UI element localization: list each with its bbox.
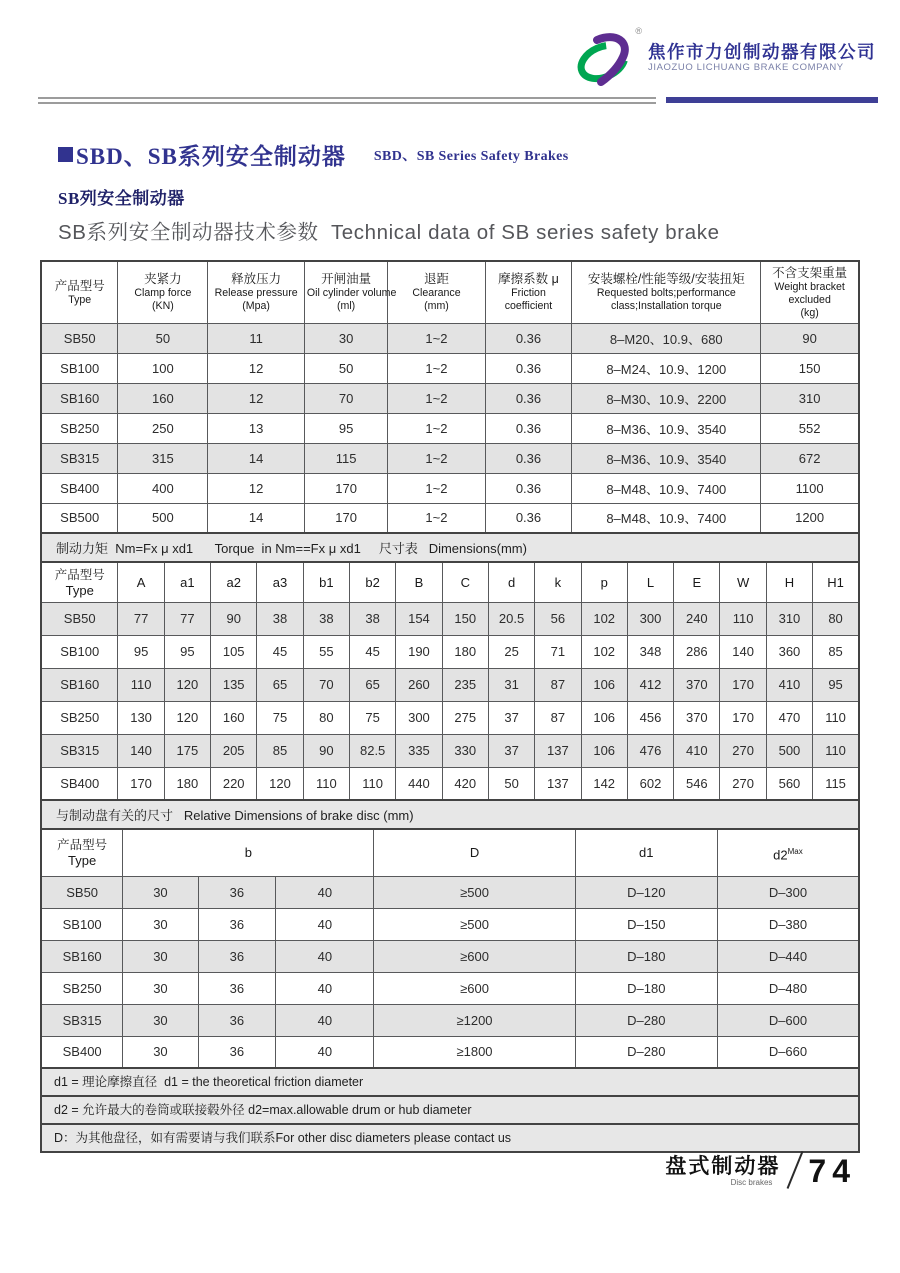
value-cell: 135 [211, 668, 257, 701]
table-row [41, 668, 859, 701]
row-type-cell: SB400 [41, 1036, 123, 1068]
value-cell: 0.36 [485, 413, 572, 443]
row-type-cell: SB500 [41, 503, 118, 533]
value-cell: 105 [211, 635, 257, 668]
value-cell: ≥600 [374, 940, 575, 972]
row-type-cell: SB50 [41, 323, 118, 353]
value-cell: 1~2 [388, 473, 485, 503]
value-cell: 90 [211, 602, 257, 635]
value-cell: 120 [164, 668, 210, 701]
value-cell: 120 [164, 701, 210, 734]
value-cell: 30 [123, 1036, 198, 1068]
value-cell: 270 [720, 734, 766, 767]
technical-parameters-table [40, 260, 860, 534]
note-d1: d1 = 理论摩擦直径 d1 = the theoretical friction diameter [40, 1067, 860, 1097]
value-cell: 180 [164, 767, 210, 800]
value-cell: 75 [257, 701, 303, 734]
value-cell: 45 [257, 635, 303, 668]
value-cell: 602 [627, 767, 673, 800]
value-cell: 170 [118, 767, 164, 800]
value-cell: 100 [118, 353, 208, 383]
value-cell: 110 [349, 767, 395, 800]
square-bullet-icon [58, 147, 73, 162]
row-type-cell: SB250 [41, 413, 118, 443]
column-header: 产品型号 Type [41, 261, 118, 323]
table-row [41, 767, 859, 800]
value-cell: 0.36 [485, 473, 572, 503]
row-type-cell: SB400 [41, 767, 118, 800]
value-cell: 102 [581, 635, 627, 668]
value-cell: 65 [349, 668, 395, 701]
value-cell: D–380 [717, 908, 859, 940]
page-number: 74 [808, 1153, 856, 1189]
table-row [41, 635, 859, 668]
column-header: H1 [813, 562, 859, 602]
value-cell: 110 [813, 701, 859, 734]
value-cell: 360 [766, 635, 812, 668]
section-title-cn: SBD、SB系列安全制动器 [76, 144, 346, 169]
value-cell: 36 [198, 940, 276, 972]
value-cell: 150 [442, 602, 488, 635]
value-cell: 260 [396, 668, 442, 701]
value-cell: 315 [118, 443, 208, 473]
value-cell: 240 [674, 602, 720, 635]
brake-disc-dimensions-band: 与制动盘有关的尺寸 Relative Dimensions of brake disc (mm) [40, 799, 860, 830]
row-type-cell: SB100 [41, 635, 118, 668]
row-type-cell: SB100 [41, 353, 118, 383]
value-cell: 45 [349, 635, 395, 668]
value-cell: 110 [720, 602, 766, 635]
value-cell: 95 [813, 668, 859, 701]
row-type-cell: SB50 [41, 876, 123, 908]
value-cell: 286 [674, 635, 720, 668]
series-subtitle: SB列安全制动器 [58, 189, 185, 208]
column-header: E [674, 562, 720, 602]
value-cell: 50 [118, 323, 208, 353]
value-cell: 80 [813, 602, 859, 635]
value-cell: 170 [720, 701, 766, 734]
value-cell: 31 [488, 668, 534, 701]
value-cell: 400 [118, 473, 208, 503]
value-cell: 142 [581, 767, 627, 800]
value-cell: 40 [276, 908, 374, 940]
value-cell: 8–M36、10.9、3540 [572, 413, 761, 443]
value-cell: 137 [535, 767, 581, 800]
value-cell: 70 [304, 383, 387, 413]
value-cell: 190 [396, 635, 442, 668]
table-row [41, 323, 859, 353]
value-cell: 30 [123, 876, 198, 908]
value-cell: 170 [304, 473, 387, 503]
value-cell: 50 [488, 767, 534, 800]
value-cell: 137 [535, 734, 581, 767]
value-cell: 300 [396, 701, 442, 734]
value-cell: D–480 [717, 972, 859, 1004]
column-header: W [720, 562, 766, 602]
value-cell: 560 [766, 767, 812, 800]
value-cell: 420 [442, 767, 488, 800]
registered-trademark-icon: ® [635, 26, 642, 36]
value-cell: 50 [304, 353, 387, 383]
table-row [41, 972, 859, 1004]
value-cell: 1~2 [388, 503, 485, 533]
column-header: a3 [257, 562, 303, 602]
value-cell: 12 [208, 473, 305, 503]
value-cell: 310 [761, 383, 859, 413]
value-cell: D–280 [575, 1036, 717, 1068]
value-cell: 270 [720, 767, 766, 800]
tech-data-heading-cn: SB系列安全制动器技术参数 [58, 221, 319, 244]
footer-label-en: Disc brakes [730, 1178, 773, 1187]
value-cell: 8–M48、10.9、7400 [572, 473, 761, 503]
value-cell: 412 [627, 668, 673, 701]
value-cell: 38 [303, 602, 349, 635]
value-cell: 456 [627, 701, 673, 734]
company-logo-icon [576, 26, 642, 86]
value-cell: 8–M30、10.9、2200 [572, 383, 761, 413]
column-header: H [766, 562, 812, 602]
value-cell: 440 [396, 767, 442, 800]
value-cell: 160 [211, 701, 257, 734]
value-cell: 1~2 [388, 323, 485, 353]
table-row [41, 353, 859, 383]
column-header: d1 [575, 829, 717, 876]
page-header [0, 0, 900, 94]
value-cell: ≥500 [374, 908, 575, 940]
value-cell: 56 [535, 602, 581, 635]
value-cell: 476 [627, 734, 673, 767]
value-cell: 38 [349, 602, 395, 635]
value-cell: 75 [349, 701, 395, 734]
value-cell: 30 [123, 972, 198, 1004]
value-cell: D–280 [575, 1004, 717, 1036]
value-cell: 106 [581, 734, 627, 767]
row-type-cell: SB50 [41, 602, 118, 635]
value-cell: 0.36 [485, 353, 572, 383]
page-footer [665, 1150, 856, 1192]
value-cell: D–180 [575, 972, 717, 1004]
value-cell: D–120 [575, 876, 717, 908]
column-header: $d2^{Max}$ [717, 829, 859, 876]
value-cell: 0.36 [485, 443, 572, 473]
value-cell: 130 [118, 701, 164, 734]
value-cell: D–660 [717, 1036, 859, 1068]
value-cell: 65 [257, 668, 303, 701]
column-header: A [118, 562, 164, 602]
value-cell: 170 [304, 503, 387, 533]
value-cell: ≥500 [374, 876, 575, 908]
value-cell: 87 [535, 668, 581, 701]
column-header: b2 [349, 562, 395, 602]
value-cell: 87 [535, 701, 581, 734]
tech-data-heading [58, 215, 900, 245]
value-cell: 14 [208, 503, 305, 533]
value-cell: 205 [211, 734, 257, 767]
column-header: 产品型号 Type [41, 562, 118, 602]
row-type-cell: SB160 [41, 668, 118, 701]
value-cell: 110 [813, 734, 859, 767]
column-header: 退距 Clearance (mm) [388, 261, 485, 323]
header-divider [38, 96, 878, 104]
value-cell: 110 [303, 767, 349, 800]
value-cell: 140 [720, 635, 766, 668]
column-header: b [123, 829, 374, 876]
table-row [41, 443, 859, 473]
value-cell: 150 [761, 353, 859, 383]
value-cell: 0.36 [485, 503, 572, 533]
column-header: 产品型号 Type [41, 829, 123, 876]
row-type-cell: SB315 [41, 1004, 123, 1036]
column-header: 不含支架重量 Weight bracket excluded (kg) [761, 261, 859, 323]
value-cell: 180 [442, 635, 488, 668]
value-cell: 90 [303, 734, 349, 767]
value-cell: 0.36 [485, 323, 572, 353]
column-header: 夹紧力 Clamp force (KN) [118, 261, 208, 323]
value-cell: 30 [304, 323, 387, 353]
value-cell: 71 [535, 635, 581, 668]
table-row [41, 734, 859, 767]
row-type-cell: SB400 [41, 473, 118, 503]
value-cell: 8–M24、10.9、1200 [572, 353, 761, 383]
value-cell: 25 [488, 635, 534, 668]
value-cell: 85 [813, 635, 859, 668]
table-row [41, 701, 859, 734]
value-cell: 36 [198, 908, 276, 940]
dimensions-table [40, 561, 860, 801]
company-name-block [648, 42, 876, 73]
value-cell: 115 [813, 767, 859, 800]
brake-disc-table [40, 828, 860, 1069]
value-cell: 1~2 [388, 383, 485, 413]
value-cell: 36 [198, 1036, 276, 1068]
column-header: 释放压力 Release pressure (Mpa) [208, 261, 305, 323]
value-cell: 30 [123, 908, 198, 940]
footer-label-cn: 盘式制动器 [665, 1155, 781, 1178]
value-cell: 330 [442, 734, 488, 767]
column-header: p [581, 562, 627, 602]
table-row [41, 473, 859, 503]
table-row [41, 940, 859, 972]
value-cell: 8–M36、10.9、3540 [572, 443, 761, 473]
value-cell: 275 [442, 701, 488, 734]
value-cell: 8–M48、10.9、7400 [572, 503, 761, 533]
value-cell: 672 [761, 443, 859, 473]
column-header: 开闸油量 Oil cylinder volume (ml) [304, 261, 387, 323]
value-cell: 13 [208, 413, 305, 443]
value-cell: 370 [674, 668, 720, 701]
row-type-cell: SB315 [41, 443, 118, 473]
column-header: a2 [211, 562, 257, 602]
row-type-cell: SB250 [41, 701, 118, 734]
row-type-cell: SB315 [41, 734, 118, 767]
value-cell: 102 [581, 602, 627, 635]
value-cell: 20.5 [488, 602, 534, 635]
value-cell: 12 [208, 383, 305, 413]
table-row [41, 908, 859, 940]
value-cell: 470 [766, 701, 812, 734]
company-name-en: JIAOZUO LICHUANG BRAKE COMPANY [648, 61, 844, 73]
column-header: k [535, 562, 581, 602]
divider-navy-segment [666, 97, 878, 103]
value-cell: 335 [396, 734, 442, 767]
value-cell: 1~2 [388, 443, 485, 473]
value-cell: 500 [766, 734, 812, 767]
value-cell: 30 [123, 1004, 198, 1036]
value-cell: 220 [211, 767, 257, 800]
value-cell: 120 [257, 767, 303, 800]
value-cell: 110 [118, 668, 164, 701]
value-cell: ≥1200 [374, 1004, 575, 1036]
row-type-cell: SB100 [41, 908, 123, 940]
value-cell: 11 [208, 323, 305, 353]
column-header: d [488, 562, 534, 602]
value-cell: 500 [118, 503, 208, 533]
value-cell: 0.36 [485, 383, 572, 413]
value-cell: 1~2 [388, 353, 485, 383]
value-cell: 37 [488, 734, 534, 767]
value-cell: D–150 [575, 908, 717, 940]
row-type-cell: SB160 [41, 383, 118, 413]
value-cell: D–440 [717, 940, 859, 972]
value-cell: 410 [766, 668, 812, 701]
value-cell: 85 [257, 734, 303, 767]
section-title [58, 138, 900, 171]
value-cell: 90 [761, 323, 859, 353]
value-cell: 106 [581, 668, 627, 701]
value-cell: 106 [581, 701, 627, 734]
divider-gray-segment [38, 97, 656, 104]
table-row [41, 1004, 859, 1036]
table-row [41, 1036, 859, 1068]
value-cell: 37 [488, 701, 534, 734]
value-cell: 95 [164, 635, 210, 668]
value-cell: 310 [766, 602, 812, 635]
column-header: a1 [164, 562, 210, 602]
value-cell: 36 [198, 1004, 276, 1036]
note-d2: d2 = 允许最大的卷筒或联接毂外径 d2=max.allowable drum or hub diameter [40, 1095, 860, 1125]
value-cell: 80 [303, 701, 349, 734]
footer-label [665, 1156, 780, 1187]
value-cell: 154 [396, 602, 442, 635]
value-cell: 38 [257, 602, 303, 635]
value-cell: 40 [276, 1036, 374, 1068]
value-cell: 370 [674, 701, 720, 734]
value-cell: 410 [674, 734, 720, 767]
row-type-cell: SB250 [41, 972, 123, 1004]
value-cell: 300 [627, 602, 673, 635]
value-cell: 160 [118, 383, 208, 413]
table-row [41, 503, 859, 533]
note-d: D：为其他盘径，如有需要请与我们联系For other disc diameters please contact us [40, 1123, 860, 1153]
column-header: D [374, 829, 575, 876]
value-cell: 40 [276, 1004, 374, 1036]
value-cell: 30 [123, 940, 198, 972]
value-cell: ≥1800 [374, 1036, 575, 1068]
value-cell: 36 [198, 972, 276, 1004]
value-cell: 12 [208, 353, 305, 383]
value-cell: 175 [164, 734, 210, 767]
value-cell: 14 [208, 443, 305, 473]
table-row [41, 602, 859, 635]
section-title-en: SBD、SB Series Safety Brakes [373, 148, 569, 164]
value-cell: 1~2 [388, 413, 485, 443]
value-cell: 55 [303, 635, 349, 668]
value-cell: D–180 [575, 940, 717, 972]
value-cell: 40 [276, 876, 374, 908]
value-cell: 170 [720, 668, 766, 701]
value-cell: 1100 [761, 473, 859, 503]
value-cell: 115 [304, 443, 387, 473]
company-name-cn: 焦作市力创制动器有限公司 [648, 42, 876, 63]
table-row [41, 383, 859, 413]
value-cell: 77 [164, 602, 210, 635]
value-cell: 235 [442, 668, 488, 701]
column-header: C [442, 562, 488, 602]
value-cell: 250 [118, 413, 208, 443]
value-cell: 348 [627, 635, 673, 668]
column-header: 摩擦系数 μ Friction coefficient [485, 261, 572, 323]
value-cell: 40 [276, 972, 374, 1004]
value-cell: 36 [198, 876, 276, 908]
value-cell: D–300 [717, 876, 859, 908]
value-cell: 552 [761, 413, 859, 443]
value-cell: 82.5 [349, 734, 395, 767]
value-cell: 1200 [761, 503, 859, 533]
value-cell: 8–M20、10.9、680 [572, 323, 761, 353]
column-header: B [396, 562, 442, 602]
value-cell: 95 [118, 635, 164, 668]
value-cell: 95 [304, 413, 387, 443]
column-header: b1 [303, 562, 349, 602]
value-cell: D–600 [717, 1004, 859, 1036]
table-row [41, 413, 859, 443]
table-row [41, 876, 859, 908]
column-header: 安装螺栓/性能等级/安装扭矩 Requested bolts;performance class;Installation torque [572, 261, 761, 323]
value-cell: 70 [303, 668, 349, 701]
value-cell: 140 [118, 734, 164, 767]
torque-dimensions-band: 制动力矩 Nm=Fx μ xd1 Torque in Nm==Fx μ xd1 尺寸表 Dimensions(mm) [40, 532, 860, 563]
column-header: L [627, 562, 673, 602]
value-cell: ≥600 [374, 972, 575, 1004]
tech-data-heading-en: Technical data of SB series safety brake [330, 221, 720, 244]
footer-slash-icon [787, 1151, 804, 1189]
value-cell: 546 [674, 767, 720, 800]
value-cell: 40 [276, 940, 374, 972]
value-cell: 77 [118, 602, 164, 635]
row-type-cell: SB160 [41, 940, 123, 972]
